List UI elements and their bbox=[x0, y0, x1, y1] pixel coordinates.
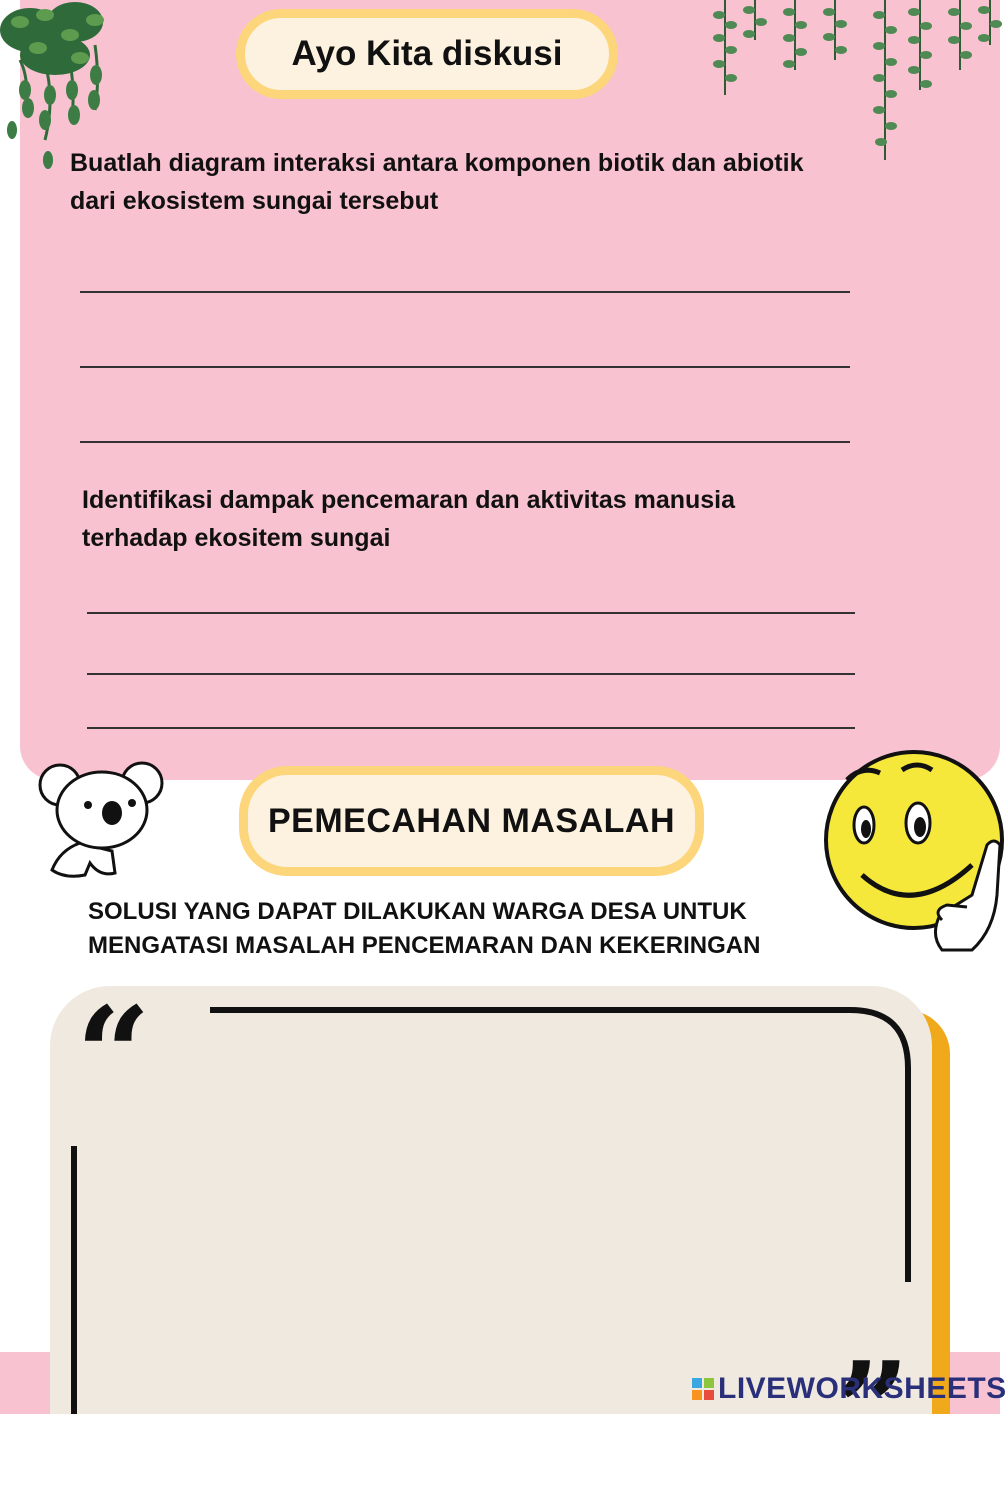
watermark-text: LIVEWORKSHEETS bbox=[718, 1372, 1007, 1405]
quote-frame bbox=[50, 978, 932, 1486]
question-2: Identifikasi dampak pencemaran dan aktivitas manusia terhadap ekositem sungai bbox=[82, 486, 736, 552]
hanging-vines-icon bbox=[705, 0, 1000, 165]
answer-line-1[interactable] bbox=[80, 291, 850, 293]
answer-line-2[interactable] bbox=[80, 366, 850, 368]
answer-line-6[interactable] bbox=[87, 727, 855, 729]
answer-line-5[interactable] bbox=[87, 673, 855, 675]
quote-open-icon: “ bbox=[76, 978, 151, 1131]
quote-close-icon: ” bbox=[835, 1333, 910, 1486]
watermark bbox=[692, 1372, 1007, 1406]
answer-line-4[interactable] bbox=[87, 612, 855, 614]
section-subtitle: SOLUSI YANG DAPAT DILAKUKAN WARGA DESA UNTUK MENGATASI MASALAH PENCEMARAN DAN KEKERINGAN bbox=[88, 898, 761, 959]
question-1: Buatlah diagram interaksi antara komponen biotik dan abiotik dari ekosistem sungai tersebut bbox=[70, 149, 804, 215]
section-title: PEMECAHAN MASALAH bbox=[267, 801, 676, 840]
section-title-pill bbox=[239, 766, 704, 876]
title-pill bbox=[236, 9, 618, 99]
liveworksheets-logo-icon bbox=[692, 1378, 714, 1400]
koala-icon bbox=[30, 755, 170, 885]
page-title: Ayo Kita diskusi bbox=[291, 34, 563, 73]
answer-line-3[interactable] bbox=[80, 441, 850, 443]
